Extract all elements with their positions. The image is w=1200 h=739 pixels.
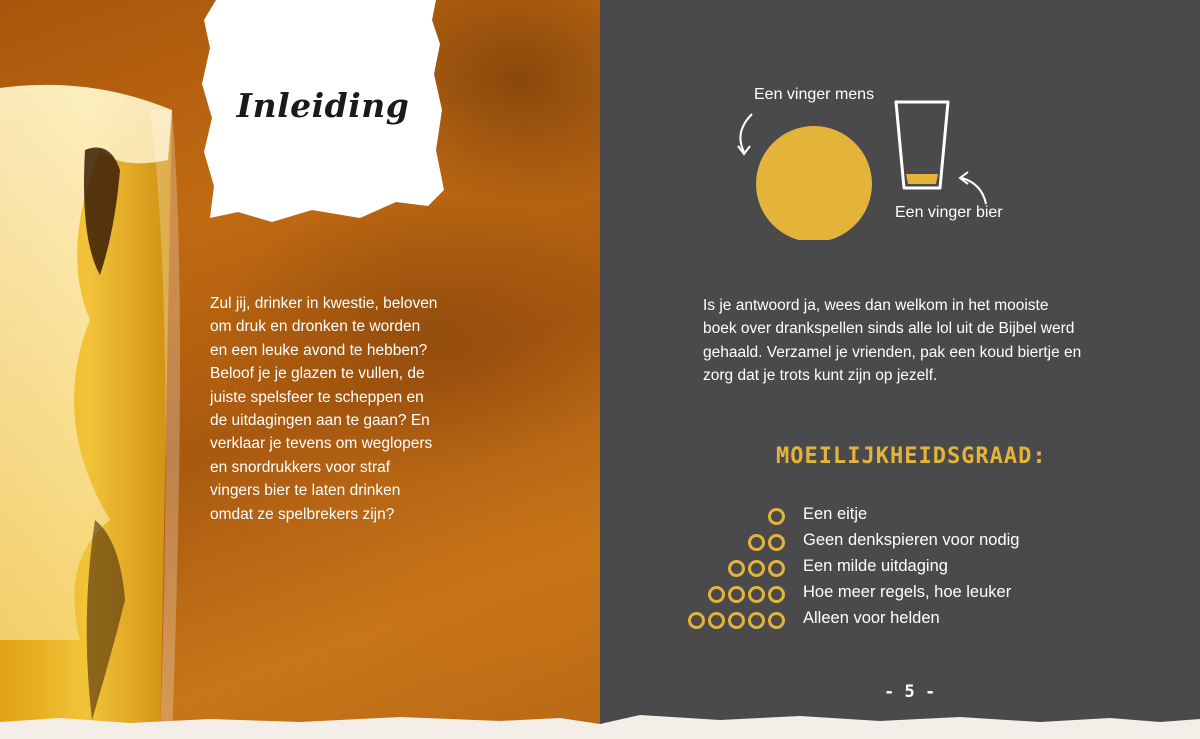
label-finger-beer: Een vinger bier (895, 204, 1003, 221)
difficulty-level (690, 608, 1070, 634)
ring-icon (728, 560, 745, 577)
difficulty-level (690, 530, 1070, 556)
body-paragraph (703, 294, 1103, 388)
body-line: boek over drankspellen sinds alle lol uit de Bijbel werd (703, 320, 1075, 338)
difficulty-level (690, 582, 1070, 608)
page-title: Inleiding (236, 86, 410, 125)
finger-circle-icon (756, 126, 872, 240)
ring-icon (748, 586, 765, 603)
torn-paper-edge (0, 706, 1200, 739)
intro-line: om druk en dronken te worden (210, 318, 421, 336)
label-finger-human: Een vinger mens (754, 86, 875, 103)
intro-line: Zul jij, drinker in kwestie, beloven (210, 295, 438, 312)
ring-icon (728, 612, 745, 629)
ring-icon (748, 534, 765, 551)
difficulty-rings (728, 560, 785, 578)
intro-paragraph (210, 292, 480, 526)
ring-icon (768, 534, 785, 551)
intro-line: omdat ze spelbrekers zijn? (210, 505, 395, 523)
intro-line: en een leuke avond te hebben? (210, 341, 428, 359)
ring-icon (748, 612, 765, 629)
ring-icon (708, 586, 725, 603)
ring-icon (748, 560, 765, 577)
difficulty-rings (708, 586, 785, 604)
page-number: - 5 - (884, 682, 936, 702)
difficulty-heading: MOEILIJKHEIDSGRAAD: (776, 444, 1047, 469)
difficulty-label: Geen denkspieren voor nodig (803, 531, 1020, 549)
difficulty-rings (768, 508, 785, 526)
intro-line: Beloof je je glazen te vullen, de (210, 365, 425, 383)
ring-icon (768, 612, 785, 629)
difficulty-label: Een eitje (803, 505, 868, 523)
ring-icon (768, 508, 785, 525)
ring-icon (768, 586, 785, 603)
beer-glass-photo (0, 0, 210, 739)
ring-icon (708, 612, 725, 629)
difficulty-level (690, 556, 1070, 582)
intro-line: juiste spelsfeer te scheppen en (210, 388, 424, 406)
intro-line: vingers bier te laten drinken (210, 482, 401, 500)
intro-line: en snordrukkers voor straf (210, 458, 391, 476)
intro-line: de uitdagingen aan te gaan? En (210, 412, 430, 430)
difficulty-level (690, 504, 1070, 530)
difficulty-rings (688, 612, 785, 630)
difficulty-label: Hoe meer regels, hoe leuker (803, 583, 1012, 601)
difficulty-label: Een milde uitdaging (803, 557, 948, 575)
ring-icon (728, 586, 745, 603)
difficulty-rings (748, 534, 785, 552)
ring-icon (768, 560, 785, 577)
difficulty-label: Alleen voor helden (803, 609, 940, 627)
body-line: Is je antwoord ja, wees dan welkom in het mooiste (703, 297, 1049, 314)
body-line: gehaald. Verzamel je vrienden, pak een koud biertje en (703, 343, 1082, 361)
ring-icon (688, 612, 705, 629)
body-line: zorg dat je trots kunt zijn op jezelf. (703, 367, 938, 385)
intro-line: verklaar je tevens om weglopers (210, 435, 433, 453)
